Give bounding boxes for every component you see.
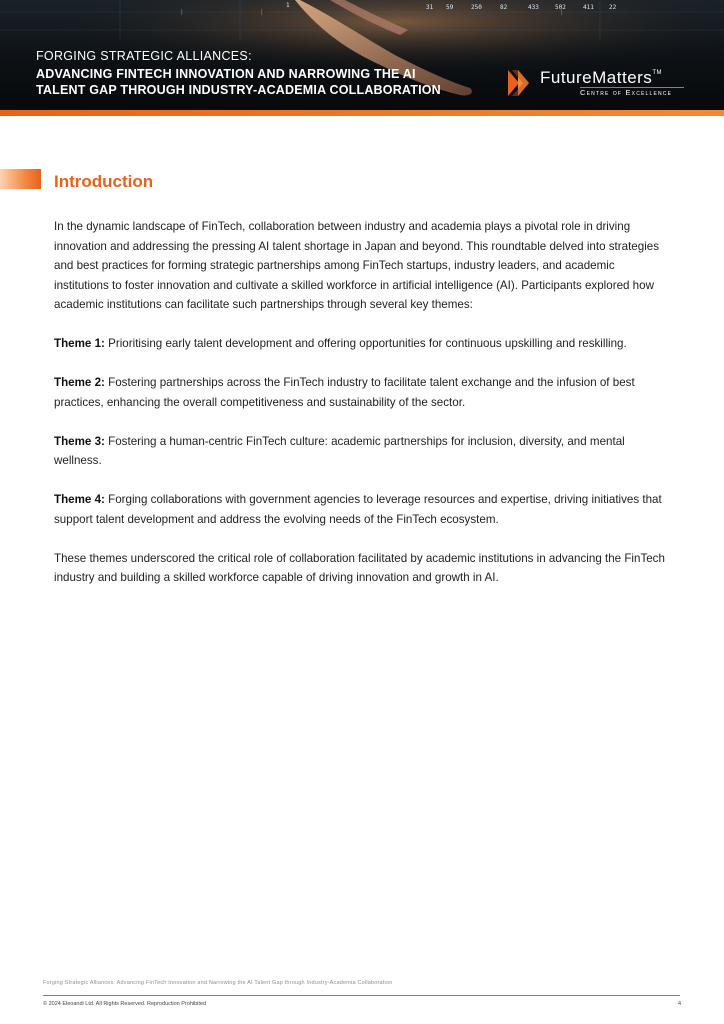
futurematters-logo [508,68,698,100]
footer-copyright: © 2024 Eleoandi Ltd. All Rights Reserved. Reproduction Prohibited [43,1001,207,1007]
report-title-line-2: ADVANCING FINTECH INNOVATION AND NARROWING THE AI TALENT GAP THROUGH INDUSTRY-ACADEMIA COLLABORATION [36,67,441,97]
theme-label: Theme 2: [54,376,105,389]
footer-caption: Forging Strategic Alliances: Advancing FinTech Innovation and Narrowing the AI Talent Gap through Industry-Academia Collaboration [43,980,393,986]
ticker-number-5: 82 [500,4,508,11]
header-accent-strip [0,110,724,116]
theme-1 [54,334,672,354]
theme-3 [54,432,672,471]
chevron-logo-icon [508,70,532,96]
ticker-number-1: 1 [286,2,290,9]
theme-label: Theme 4: [54,493,105,506]
logo-subtitle: Centre of Excellence [580,88,673,97]
page-number: 4 [677,1001,681,1007]
ticker-number-7: 502 [555,4,566,11]
theme-text: Prioritising early talent development and offering opportunities for continuous upskilling and reskilling. [108,337,627,350]
header-banner [0,0,724,110]
body-content [54,217,672,607]
section-title: Introduction [54,172,154,191]
theme-2 [54,373,672,412]
theme-text: Fostering partnerships across the FinTech industry to facilitate talent exchange and the infusion of best practices, enhancing the overall competitiveness and sustainability of the sector. [54,376,635,409]
svg-text:|: | [560,9,564,16]
conclusion-paragraph: These themes underscored the critical role of collaboration facilitated by academic institutions in advancing the FinTech industry and building a skilled workforce capable of driving innovation and growth in AI. [54,551,665,584]
ticker-number-9: 22 [609,4,617,11]
svg-text:|: | [260,9,264,16]
ticker-number-2: 31 [426,4,434,11]
logo-name: FutureMatters [540,68,653,87]
svg-text:|: | [180,9,184,16]
ticker-number-6: 433 [528,4,539,11]
intro-paragraph: In the dynamic landscape of FinTech, collaboration between industry and academia plays a pivotal role in driving innovation and addressing the pressing AI talent shortage in Japan and beyond. This roundtable delved into strategies and best practices for forming strategic partnerships among FinTech startups, industry leaders, and academic institutions to foster innovation and cultivate a skilled workforce in artificial intelligence (AI). Participants explored how academic institutions can facilitate such partnerships through several key themes: [54,220,660,311]
theme-text: Forging collaborations with government agencies to leverage resources and expertise, driving initiatives that support talent development and address the evolving needs of the FinTech ecosystem. [54,493,662,526]
ticker-number-4: 250 [471,4,482,11]
ticker-number-3: 59 [446,4,454,11]
section-accent-bar [0,169,41,189]
footer-divider [43,995,680,996]
logo-trademark: TM [652,70,662,76]
report-title-line-1: FORGING STRATEGIC ALLIANCES: [36,49,252,63]
theme-label: Theme 1: [54,337,105,350]
theme-text: Fostering a human-centric FinTech culture: academic partnerships for inclusion, diversity, and mental wellness. [54,434,625,467]
ticker-number-8: 411 [583,4,594,11]
theme-4 [54,490,672,529]
logo-wordmark [540,68,662,88]
theme-label: Theme 3: [54,434,105,448]
